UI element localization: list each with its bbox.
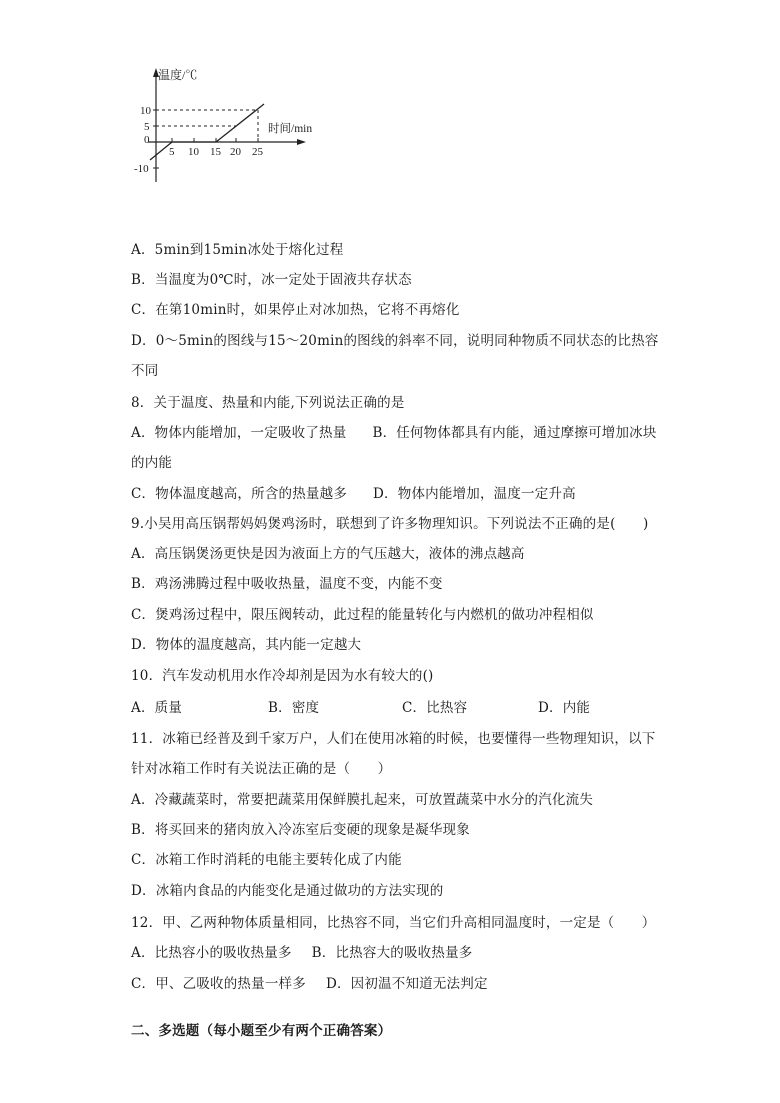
q12-stem: 12．甲、乙两种物体质量相同，比热容不同，当它们升高相同温度时，一定是（ ）: [131, 915, 656, 931]
q7-option-d-line1: D．0～5min的图线与15～20min的图线的斜率不同，说明同种物质不同状态的比热容: [131, 333, 659, 349]
q11-option-a: A．冷藏蔬菜时，常要把蔬菜用保鲜膜扎起来，可放置蔬菜中水分的汽化流失: [131, 792, 594, 808]
y-axis-label: 温度/℃: [158, 68, 198, 82]
q10-options-row: [131, 698, 590, 718]
q8-option-b-line1: B．任何物体都具有内能，通过摩擦可增加冰块: [372, 425, 657, 441]
q9-option-c: C．煲鸡汤过程中，限压阀转动，此过程的能量转化与内燃机的做功冲程相似: [131, 607, 594, 623]
y-tick-label-10: 10: [140, 105, 151, 117]
q12-option-a: A．比热容小的吸收热量多: [131, 945, 292, 961]
q8-option-a: A．物体内能增加，一定吸收了热量: [131, 425, 347, 441]
x-axis-arrow-icon: [297, 139, 306, 145]
q7-option-c: C．在第10min时，如果停止对冰加热，它将不再熔化: [131, 302, 460, 318]
q11-stem-line2: 针对冰箱工作时有关说法正确的是（ ）: [131, 761, 392, 777]
q9-option-a: A．高压锅煲汤更快是因为液面上方的气压越大，液体的沸点越高: [131, 546, 525, 562]
q11-option-d: D．冰箱内食品的内能变化是通过做功的方法实现的: [131, 883, 444, 899]
q12-options-row2: [131, 974, 488, 994]
y-tick-label-0: 0: [144, 134, 150, 146]
temperature-time-graph: [128, 64, 328, 184]
q8-options-row1: [131, 423, 657, 443]
q7-option-a: A．5min到15min冰处于熔化过程: [131, 242, 344, 258]
x-tick-label-25: 25: [252, 146, 263, 158]
q12-option-b: B．比热容大的吸收热量多: [311, 945, 473, 961]
q8-option-d: D．物体内能增加，温度一定升高: [373, 486, 576, 502]
q12-option-d: D．因初温不知道无法判定: [325, 976, 488, 992]
x-tick-label-15: 15: [210, 146, 221, 158]
q8-stem: 8．关于温度、热量和内能,下列说法正确的是: [131, 395, 405, 411]
x-axis-label: 时间/min: [268, 123, 313, 135]
q9-option-b: B．鸡汤沸腾过程中吸收热量，温度不变，内能不变: [131, 576, 443, 592]
y-tick-label-5: 5: [144, 121, 150, 133]
q9-option-d: D．物体的温度越高，其内能一定越大: [131, 637, 362, 653]
y-tick-label-minus-10: -10: [134, 163, 149, 175]
q9-stem: 9.小吴用高压锅帮妈妈煲鸡汤时，联想到了许多物理知识。下列说法不正确的是( ): [131, 516, 649, 532]
q10-option-d: D．内能: [538, 700, 591, 716]
q10-option-c: C．比热容: [402, 700, 468, 716]
x-tick-label-20: 20: [230, 146, 241, 158]
temperature-line: [150, 104, 264, 160]
q8-option-b-line2: 的内能: [131, 455, 173, 471]
q7-option-b: B．当温度为0℃时，冰一定处于固液共存状态: [131, 272, 412, 288]
x-tick-label-5: 5: [169, 146, 175, 158]
q10-option-a: A．质量: [131, 700, 183, 716]
q11-option-c: C．冰箱工作时消耗的电能主要转化成了内能: [131, 852, 402, 868]
q8-options-row2: [131, 484, 576, 504]
q10-stem: 10．汽车发动机用水作冷却剂是因为水有较大的(): [131, 668, 434, 684]
q12-options-row1: [131, 943, 472, 963]
q7-option-d-line2: 不同: [131, 363, 159, 379]
x-tick-label-10: 10: [188, 146, 199, 158]
q12-option-c: C．甲、乙吸收的热量一样多: [131, 976, 306, 992]
section-2-heading: 二、多选题（每小题至少有两个正确答案）: [131, 1023, 392, 1039]
q8-option-c: C．物体温度越高，所含的热量越多: [131, 486, 348, 502]
q10-option-b: B．密度: [268, 700, 320, 716]
q11-option-b: B．将买回来的猪肉放入冷冻室后变硬的现象是凝华现象: [131, 822, 470, 838]
q11-stem-line1: 11．冰箱已经普及到千家万户，人们在使用冰箱的时候，也要懂得一些物理知识，以下: [131, 731, 656, 747]
